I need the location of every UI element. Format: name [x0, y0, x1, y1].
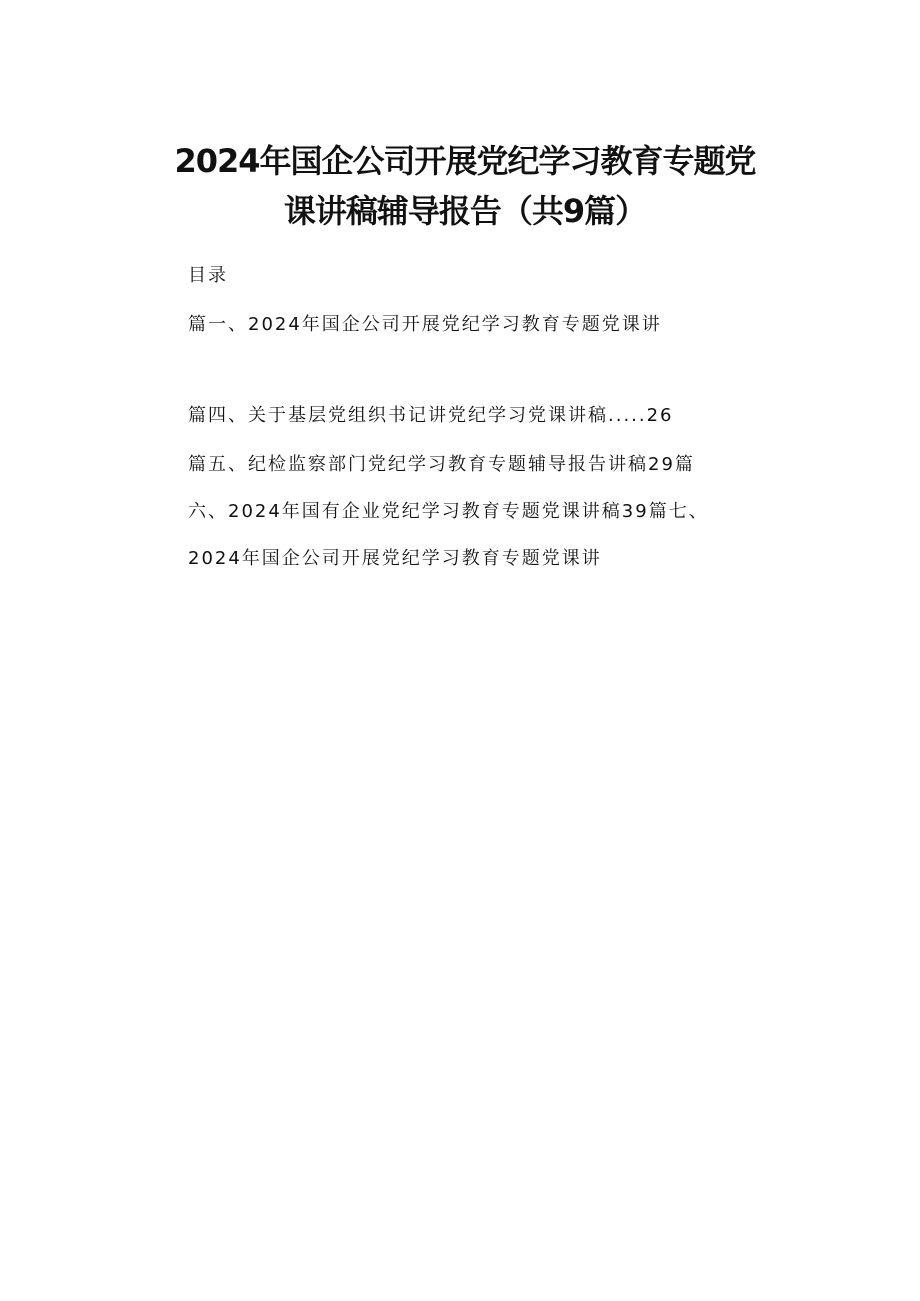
- title-line-1: 2024年国企公司开展党纪学习教育专题党: [174, 142, 756, 180]
- toc-entry-4: 篇四、关于基层党组织书记讲党纪学习党课讲稿.....26: [188, 405, 674, 426]
- toc-entry-5: 篇五、纪检监察部门党纪学习教育专题辅导报告讲稿29篇: [188, 454, 695, 475]
- toc-entry-7: 2024年国企公司开展党纪学习教育专题党课讲: [188, 548, 602, 569]
- document-title: [150, 136, 780, 236]
- title-line-2: 课讲稿辅导报告（共9篇）: [283, 192, 647, 230]
- toc-entry-1: 篇一、2024年国企公司开展党纪学习教育专题党课讲: [188, 314, 662, 335]
- toc-entry-6: 六、2024年国有企业党纪学习教育专题党课讲稿39篇七、: [188, 501, 709, 522]
- toc-heading: 目录: [188, 265, 228, 286]
